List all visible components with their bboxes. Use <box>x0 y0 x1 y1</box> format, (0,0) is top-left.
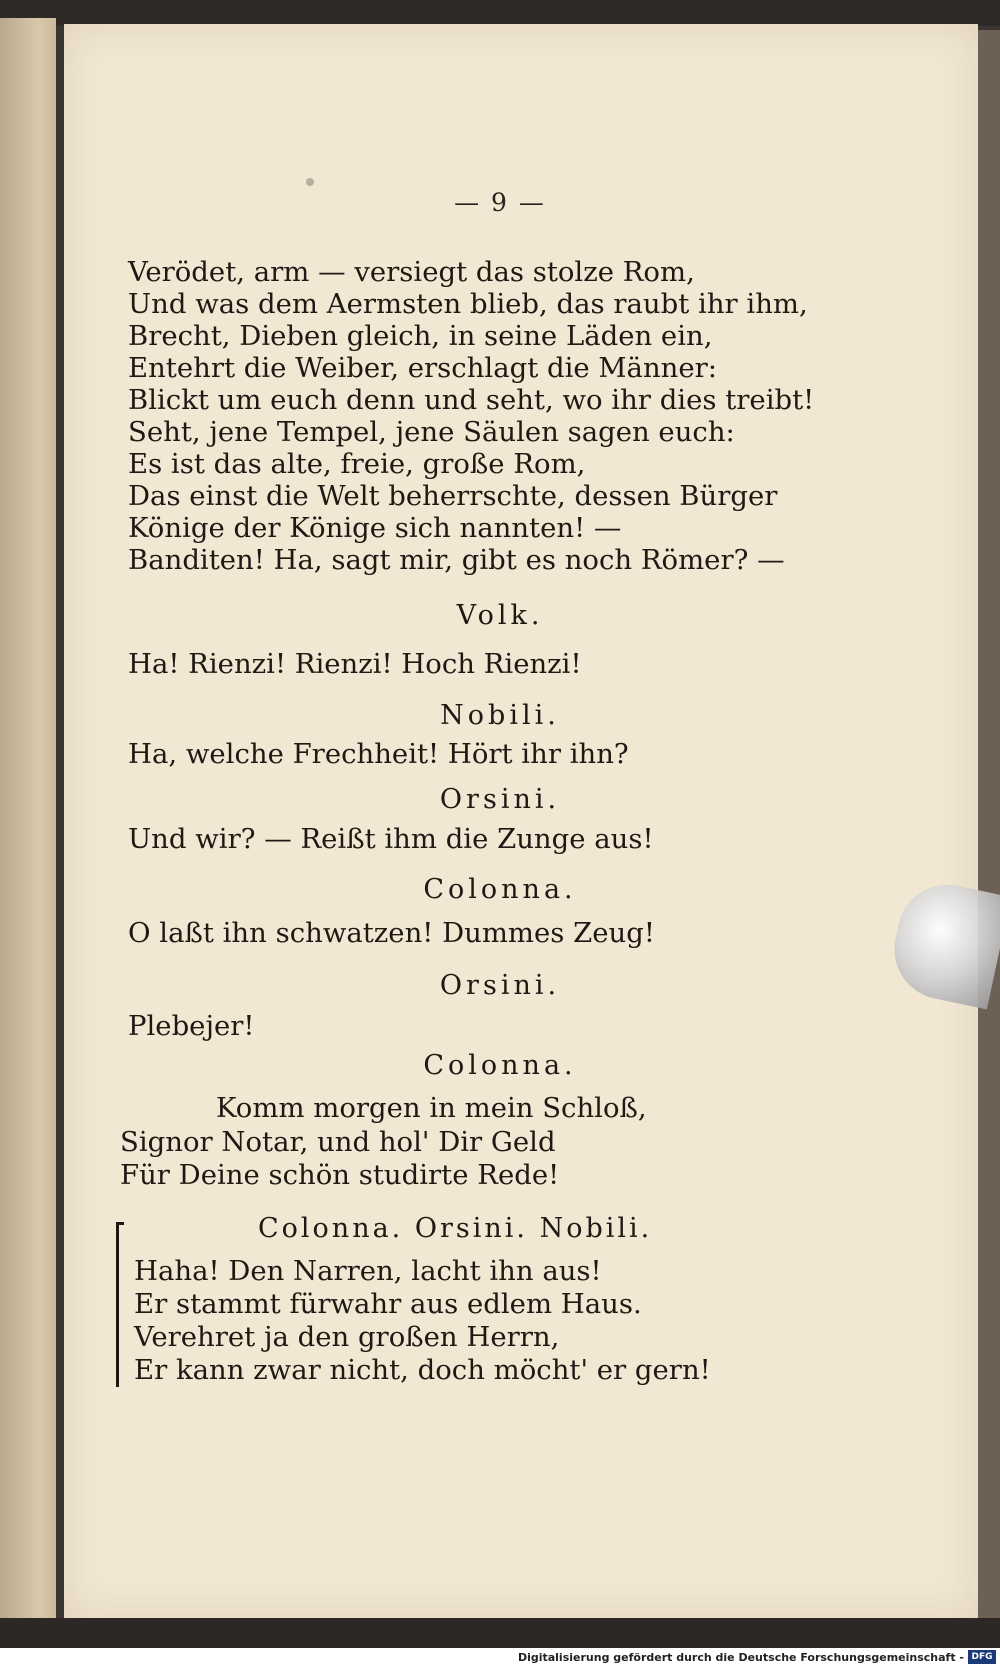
speech-block <box>128 256 814 576</box>
speech-line: Das einst die Welt beherrschte, dessen Bürger <box>128 480 778 512</box>
speech-line: Könige der Könige sich nannten! — <box>128 512 622 544</box>
speech-line: Seht, jene Tempel, jene Säulen sagen euch: <box>128 416 735 448</box>
page-number: — 9 — <box>454 188 546 217</box>
chorus-line: Er kann zwar nicht, doch möcht' er gern! <box>134 1354 711 1386</box>
dialogue-line: Ha! Rienzi! Rienzi! Hoch Rienzi! <box>128 648 582 680</box>
dialogue-line: Und wir? — Reißt ihm die Zunge aus! <box>128 823 654 855</box>
scan-border-top <box>0 0 1000 26</box>
dialogue-line: Komm morgen in mein Schloß, <box>216 1092 647 1124</box>
previous-page-edge <box>0 18 56 1620</box>
dialogue-line: Signor Notar, und hol' Dir Geld <box>120 1126 556 1158</box>
speech-line: Verödet, arm — versiegt das stolze Rom, <box>128 256 695 288</box>
dialogue-line: Plebejer! <box>128 1010 255 1042</box>
dialogue-line: O laßt ihn schwatzen! Dummes Zeug! <box>128 917 655 949</box>
speech-line: Es ist das alte, freie, große Rom, <box>128 448 586 480</box>
speech-line: Banditen! Ha, sagt mir, gibt es noch Römer? — <box>128 544 785 576</box>
dialogue-line: Für Deine schön studirte Rede! <box>120 1159 560 1191</box>
chorus-bracket-top <box>116 1222 124 1225</box>
speaker-heading: Colonna. Orsini. Nobili. <box>258 1213 653 1244</box>
speaker-heading: Volk. <box>456 600 544 631</box>
speaker-heading: Colonna. <box>423 1050 577 1081</box>
speech-line: Brecht, Dieben gleich, in seine Läden ein, <box>128 320 713 352</box>
dfg-logo: DFG <box>968 1650 996 1664</box>
speech-line: Und was dem Aermsten blieb, das raubt ihr ihm, <box>128 288 808 320</box>
chorus-line: Er stammt fürwahr aus edlem Haus. <box>134 1288 642 1320</box>
footer-credit: Digitalisierung gefördert durch die Deutsche Forschungsgemeinschaft - <box>517 1651 964 1664</box>
speech-line: Entehrt die Weiber, erschlagt die Männer: <box>128 352 718 384</box>
page-edge-shadow <box>978 30 1000 1620</box>
chorus-line: Verehret ja den großen Herrn, <box>134 1321 560 1353</box>
chorus-bracket <box>116 1222 119 1387</box>
speaker-heading: Orsini. <box>439 784 561 815</box>
scan-border-bottom <box>0 1618 1000 1648</box>
speaker-heading: Nobili. <box>440 700 560 731</box>
speaker-heading: Orsini. <box>439 970 561 1001</box>
speaker-heading: Colonna. <box>423 874 577 905</box>
paper-spot <box>306 178 314 186</box>
chorus-line: Haha! Den Narren, lacht ihn aus! <box>134 1255 602 1287</box>
dialogue-line: Ha, welche Frechheit! Hört ihr ihn? <box>128 738 629 770</box>
speech-line: Blickt um euch denn und seht, wo ihr dies treibt! <box>128 384 815 416</box>
